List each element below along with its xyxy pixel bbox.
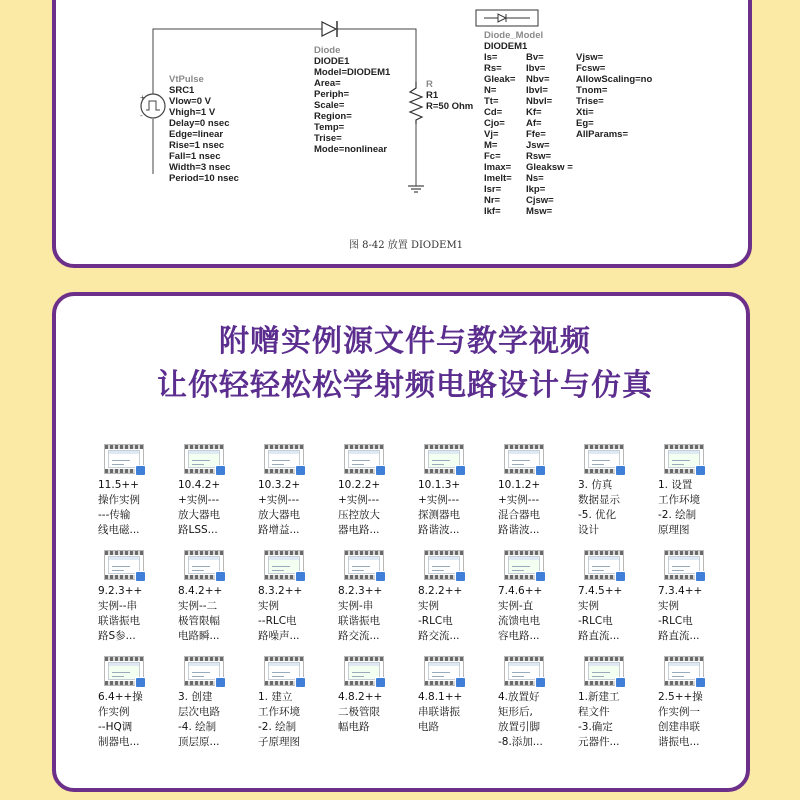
model-param: Xti= xyxy=(576,107,594,118)
video-file-name-line: 8.2.2++ xyxy=(418,585,463,597)
diode-param: Trise= xyxy=(314,133,342,144)
video-file-name-line: -5. 优化 xyxy=(578,509,617,521)
diode-param: Periph= xyxy=(314,89,350,100)
video-file-item[interactable] xyxy=(416,444,496,550)
video-file-name-line: +实例--- xyxy=(418,494,460,506)
video-file-item[interactable] xyxy=(96,444,176,550)
video-file-name xyxy=(416,478,496,538)
video-file-name-line: 作实例 xyxy=(98,706,130,718)
video-badge-icon xyxy=(135,465,146,476)
video-file-name-line: -RLC电 xyxy=(578,615,613,627)
model-param: Ikp= xyxy=(526,184,546,195)
video-thumbnail-icon xyxy=(504,444,544,474)
video-file-name-line: 3. 创建 xyxy=(178,691,213,703)
resistor-parameters xyxy=(426,90,473,112)
model-param: N= xyxy=(484,85,497,96)
video-thumbnail-icon xyxy=(424,656,464,686)
video-file-name xyxy=(256,478,336,538)
video-file-name xyxy=(416,690,496,735)
video-file-name xyxy=(576,584,656,644)
video-file-name-line: 7.4.6++ xyxy=(498,585,543,597)
video-file-name xyxy=(496,584,576,644)
video-file-name-line: 11.5++ xyxy=(98,479,139,491)
model-param: Bv= xyxy=(526,52,544,63)
video-file-name-line: 顶层原... xyxy=(178,736,220,748)
figure-caption: 图 8-42 放置 DIODEM1 xyxy=(348,240,464,251)
video-file-name-line: 幅电路 xyxy=(338,721,370,733)
diode-parameters xyxy=(314,56,390,155)
model-params-col3 xyxy=(576,52,652,140)
video-file-name-line: 实例 xyxy=(658,600,679,612)
video-thumbnail-icon xyxy=(584,444,624,474)
video-file-name-line: 放置引脚 xyxy=(498,721,540,733)
video-badge-icon xyxy=(215,571,226,582)
video-thumbnail-icon xyxy=(664,656,704,686)
video-file-name-line: 线电磁... xyxy=(98,524,140,536)
video-file-name-line: --HQ调 xyxy=(98,721,133,733)
model-param: Nbv= xyxy=(526,74,550,85)
video-badge-icon xyxy=(215,677,226,688)
video-thumbnail-icon xyxy=(104,444,144,474)
video-badge-icon xyxy=(615,465,626,476)
video-badge-icon xyxy=(695,677,706,688)
resistor-type-label: R xyxy=(426,79,433,90)
video-badge-icon xyxy=(375,571,386,582)
video-file-name-line: 1.新建工 xyxy=(578,691,620,703)
video-thumbnail-icon xyxy=(584,550,624,580)
video-file-name xyxy=(496,478,576,538)
video-thumbnail-icon xyxy=(104,550,144,580)
resistor-symbol xyxy=(410,82,422,124)
video-promo-card xyxy=(52,292,750,792)
video-file-item[interactable] xyxy=(416,550,496,656)
video-thumbnail-icon xyxy=(664,550,704,580)
video-file-name-line: 路谐波... xyxy=(498,524,540,536)
video-file-name-line: -2. 绘制 xyxy=(258,721,297,733)
diode-param: Model=DIODEM1 xyxy=(314,67,391,78)
video-file-item[interactable] xyxy=(96,656,176,762)
video-file-name xyxy=(576,478,656,538)
video-badge-icon xyxy=(295,571,306,582)
video-thumbnail-icon xyxy=(344,550,384,580)
model-type-label: Diode_Model xyxy=(484,30,544,41)
video-file-name-line: -8.添加... xyxy=(498,736,543,748)
model-param: Jsw= xyxy=(526,140,550,151)
video-file-name xyxy=(656,690,736,750)
video-file-name-line: 路直流... xyxy=(658,630,700,642)
video-file-name-line: 电路瞬... xyxy=(178,630,220,642)
video-file-name-line: 子原理图 xyxy=(258,736,300,748)
model-param: Ns= xyxy=(526,173,544,184)
video-file-name-line: 联谐振电 xyxy=(98,615,140,627)
video-file-name xyxy=(576,690,656,750)
video-file-name-line: 路增益... xyxy=(258,524,300,536)
model-param: Trise= xyxy=(576,96,604,107)
video-thumbnail-icon xyxy=(104,656,144,686)
video-thumbnail-icon xyxy=(424,550,464,580)
source-param: Vlow=0 V xyxy=(169,96,211,107)
video-file-name xyxy=(96,690,176,750)
video-file-name-line: 4.8.2++ xyxy=(338,691,383,703)
video-file-name-line: 实例-直 xyxy=(498,600,534,612)
video-file-item[interactable] xyxy=(656,444,736,550)
video-file-name-line: 1. 设置 xyxy=(658,479,693,491)
video-badge-icon xyxy=(615,571,626,582)
source-param: Rise=1 nsec xyxy=(169,140,225,151)
video-file-name xyxy=(336,584,416,644)
video-thumbnail-icon xyxy=(184,550,224,580)
video-badge-icon xyxy=(375,465,386,476)
video-file-name-line: 路谐波... xyxy=(418,524,460,536)
video-badge-icon xyxy=(695,465,706,476)
model-param: AllParams= xyxy=(576,129,629,140)
video-file-name-line: 操作实例 xyxy=(98,494,140,506)
video-file-name-line: 路直流... xyxy=(578,630,620,642)
video-file-name-line: -RLC电 xyxy=(658,615,693,627)
model-param: Gleaksw = xyxy=(526,162,573,173)
video-badge-icon xyxy=(455,677,466,688)
video-file-name-line: 8.4.2++ xyxy=(178,585,223,597)
video-file-name-line: 混合器电 xyxy=(498,509,540,521)
video-badge-icon xyxy=(535,465,546,476)
schematic-figure xyxy=(56,0,752,268)
ground-symbol xyxy=(408,174,424,192)
diode-type-label: Diode xyxy=(314,45,341,56)
video-badge-icon xyxy=(455,571,466,582)
video-file-item[interactable] xyxy=(416,656,496,762)
model-param: Isr= xyxy=(484,184,502,195)
source-param: Fall=1 nsec xyxy=(169,151,221,162)
video-file-name-line: 实例--二 xyxy=(178,600,218,612)
diode-param: DIODE1 xyxy=(314,56,350,67)
video-file-name xyxy=(176,478,256,538)
source-param: Width=3 nsec xyxy=(169,162,231,173)
model-param: Nbvl= xyxy=(526,96,553,107)
video-file-name-line: 路S参... xyxy=(98,630,136,642)
video-file-name-line: +实例--- xyxy=(338,494,380,506)
video-file-name-line: 4.8.1++ xyxy=(418,691,463,703)
model-param: AllowScaling=no xyxy=(576,74,653,85)
video-thumbnail-icon xyxy=(264,656,304,686)
model-param: Rs= xyxy=(484,63,502,74)
video-file-name-line: 实例 xyxy=(578,600,599,612)
video-grid xyxy=(96,444,736,762)
video-file-name-line: 9.2.3++ xyxy=(98,585,143,597)
model-param: Fc= xyxy=(484,151,501,162)
video-file-name xyxy=(256,690,336,750)
model-param: Vj= xyxy=(484,129,499,140)
video-thumbnail-icon xyxy=(504,550,544,580)
diode-model-symbol xyxy=(476,10,538,26)
model-params-col2 xyxy=(526,52,573,217)
headline-line-2: 让你轻轻松松学射频电路设计与仿真 xyxy=(157,368,653,403)
video-thumbnail-icon xyxy=(504,656,544,686)
video-file-name-line: 8.2.3++ xyxy=(338,585,383,597)
video-thumbnail-icon xyxy=(184,656,224,686)
video-file-name-line: +实例--- xyxy=(258,494,300,506)
video-file-item[interactable] xyxy=(176,550,256,656)
video-thumbnail-icon xyxy=(584,656,624,686)
video-file-item[interactable] xyxy=(336,444,416,550)
video-file-name-line: 谐振电... xyxy=(658,736,700,748)
model-name: DIODEM1 xyxy=(484,41,528,52)
video-file-name-line: 制器电... xyxy=(98,736,140,748)
video-file-item[interactable] xyxy=(656,550,736,656)
resistor-param: R=50 Ohm xyxy=(426,101,474,112)
video-file-item[interactable] xyxy=(336,550,416,656)
video-file-name-line: 实例 xyxy=(258,600,279,612)
model-param: Ffe= xyxy=(526,129,546,140)
video-badge-icon xyxy=(615,677,626,688)
video-file-item[interactable] xyxy=(576,444,656,550)
video-file-name-line: 作实例一 xyxy=(658,706,700,718)
video-file-item[interactable] xyxy=(256,656,336,762)
video-file-item[interactable] xyxy=(256,444,336,550)
video-file-name xyxy=(656,478,736,538)
video-badge-icon xyxy=(535,677,546,688)
video-file-name-line: 10.1.3+ xyxy=(418,479,461,491)
model-param: Is= xyxy=(484,52,498,63)
source-type-label: VtPulse xyxy=(169,74,204,85)
source-param: Delay=0 nsec xyxy=(169,118,230,129)
video-file-name-line: 流馈电电 xyxy=(498,615,540,627)
video-thumbnail-icon xyxy=(184,444,224,474)
video-file-name-line: 7.3.4++ xyxy=(658,585,703,597)
video-file-name-line: -4. 绘制 xyxy=(178,721,217,733)
video-file-name-line: 1. 建立 xyxy=(258,691,293,703)
model-params-col1 xyxy=(484,52,515,217)
schematic-card xyxy=(52,0,752,268)
model-param: Kf= xyxy=(526,107,542,118)
diode-param: Area= xyxy=(314,78,341,89)
video-file-name-line: 3. 仿真 xyxy=(578,479,613,491)
video-file-name-line: 矩形后, xyxy=(498,706,533,718)
video-file-name xyxy=(336,690,416,735)
video-file-name-line: 实例-串 xyxy=(338,600,374,612)
video-file-name-line: 层次电路 xyxy=(178,706,220,718)
video-file-name-line: 程文件 xyxy=(578,706,610,718)
model-param: M= xyxy=(484,140,498,151)
model-param: Tnom= xyxy=(576,85,608,96)
video-file-name xyxy=(416,584,496,644)
video-file-name-line: 路交流... xyxy=(338,630,380,642)
video-file-name-line: 10.1.2+ xyxy=(498,479,541,491)
video-badge-icon xyxy=(135,677,146,688)
svg-text:+: + xyxy=(140,93,145,102)
video-file-name xyxy=(96,584,176,644)
video-file-name-line: 放大器电 xyxy=(178,509,220,521)
source-param: SRC1 xyxy=(169,85,195,96)
model-param: Ibvl= xyxy=(526,85,548,96)
video-file-name-line: 实例--串 xyxy=(98,600,138,612)
model-param: Ikf= xyxy=(484,206,501,217)
video-file-item[interactable] xyxy=(176,656,256,762)
video-file-name xyxy=(656,584,736,644)
video-file-name-line: 创建串联 xyxy=(658,721,700,733)
video-badge-icon xyxy=(215,465,226,476)
video-badge-icon xyxy=(695,571,706,582)
video-file-item[interactable] xyxy=(496,444,576,550)
svg-text:-: - xyxy=(140,111,143,120)
video-file-name-line: 工作环境 xyxy=(258,706,300,718)
model-param: Rsw= xyxy=(526,151,552,162)
video-file-item[interactable] xyxy=(496,550,576,656)
model-param: Cjo= xyxy=(484,118,505,129)
video-file-name-line: 7.4.5++ xyxy=(578,585,623,597)
video-thumbnail-icon xyxy=(424,444,464,474)
video-file-name-line: 容电路... xyxy=(498,630,540,642)
diode-param: Region= xyxy=(314,111,352,122)
video-file-name xyxy=(176,584,256,644)
model-param: Gleak= xyxy=(484,74,516,85)
video-file-name-line: 路交流... xyxy=(418,630,460,642)
video-file-name-line: 10.4.2+ xyxy=(178,479,221,491)
video-badge-icon xyxy=(375,677,386,688)
pulse-source-symbol xyxy=(140,93,165,120)
resistor-param: R1 xyxy=(426,90,439,101)
video-file-name xyxy=(336,478,416,538)
video-file-item[interactable] xyxy=(656,656,736,762)
model-param: Tt= xyxy=(484,96,499,107)
video-file-name-line: 放大器电 xyxy=(258,509,300,521)
video-file-name-line: 二极管限 xyxy=(338,706,380,718)
diode-param: Mode=nonlinear xyxy=(314,144,388,155)
video-file-name xyxy=(256,584,336,644)
video-file-name-line: +实例--- xyxy=(178,494,220,506)
video-file-name-line: +实例--- xyxy=(498,494,540,506)
diode-param: Scale= xyxy=(314,100,345,111)
diode-symbol xyxy=(314,21,346,37)
video-file-name-line: 路噪声... xyxy=(258,630,300,642)
source-param: Period=10 nsec xyxy=(169,173,239,184)
model-param: Imax= xyxy=(484,162,512,173)
video-file-name-line: -3.确定 xyxy=(578,721,613,733)
model-param: Imelt= xyxy=(484,173,512,184)
video-file-name-line: 串联谐振 xyxy=(418,706,460,718)
video-thumbnail-icon xyxy=(664,444,704,474)
video-file-item[interactable] xyxy=(96,550,176,656)
video-file-name xyxy=(496,690,576,750)
model-param: Vjsw= xyxy=(576,52,604,63)
model-param: Msw= xyxy=(526,206,553,217)
source-param: Vhigh=1 V xyxy=(169,107,216,118)
headline-line-1: 附赠实例源文件与教学视频 xyxy=(219,324,591,359)
video-file-item[interactable] xyxy=(256,550,336,656)
video-file-name-line: 10.2.2+ xyxy=(338,479,381,491)
video-file-name-line: 联谐振电 xyxy=(338,615,380,627)
video-file-item[interactable] xyxy=(336,656,416,762)
video-file-name-line: 元器件... xyxy=(578,736,620,748)
video-file-name-line: ---传输 xyxy=(98,509,131,521)
video-file-name xyxy=(96,478,176,538)
video-file-name-line: 6.4++操 xyxy=(98,691,143,703)
video-file-name-line: 2.5++操 xyxy=(658,691,703,703)
video-file-name-line: 实例 xyxy=(418,600,439,612)
video-file-name-line: 探测器电 xyxy=(418,509,460,521)
model-param: Fcsw= xyxy=(576,63,606,74)
video-file-name-line: 压控放大 xyxy=(338,509,380,521)
video-thumbnail-icon xyxy=(344,444,384,474)
video-file-name-line: 8.3.2++ xyxy=(258,585,303,597)
video-file-name-line: 器电路... xyxy=(338,524,380,536)
video-file-item[interactable] xyxy=(496,656,576,762)
diode-param: Temp= xyxy=(314,122,345,133)
video-thumbnail-icon xyxy=(264,444,304,474)
video-badge-icon xyxy=(455,465,466,476)
video-file-name-line: 设计 xyxy=(578,524,599,536)
video-file-name-line: 4.放置好 xyxy=(498,691,540,703)
model-param: Cd= xyxy=(484,107,503,118)
model-param: Nr= xyxy=(484,195,501,206)
video-thumbnail-icon xyxy=(264,550,304,580)
video-file-item[interactable] xyxy=(576,550,656,656)
source-parameters xyxy=(169,85,239,184)
model-param: Af= xyxy=(526,118,542,129)
model-param: Cjsw= xyxy=(526,195,554,206)
model-param: Eg= xyxy=(576,118,594,129)
video-file-item[interactable] xyxy=(576,656,656,762)
video-file-name-line: 极管限幅 xyxy=(178,615,220,627)
model-param: Ibv= xyxy=(526,63,546,74)
video-file-name-line: -RLC电 xyxy=(418,615,453,627)
video-file-name-line: 原理图 xyxy=(658,524,690,536)
video-file-name-line: 数据显示 xyxy=(578,494,620,506)
video-badge-icon xyxy=(535,571,546,582)
video-badge-icon xyxy=(135,571,146,582)
video-file-name xyxy=(176,690,256,750)
video-thumbnail-icon xyxy=(344,656,384,686)
video-file-item[interactable] xyxy=(176,444,256,550)
video-file-name-line: 电路 xyxy=(418,721,439,733)
video-badge-icon xyxy=(295,465,306,476)
video-badge-icon xyxy=(295,677,306,688)
video-file-name-line: 10.3.2+ xyxy=(258,479,301,491)
video-file-name-line: -2. 绘制 xyxy=(658,509,697,521)
video-file-name-line: 工作环境 xyxy=(658,494,700,506)
source-param: Edge=linear xyxy=(169,129,224,140)
video-file-name-line: --RLC电 xyxy=(258,615,297,627)
video-file-name-line: 路LSS... xyxy=(178,524,218,536)
